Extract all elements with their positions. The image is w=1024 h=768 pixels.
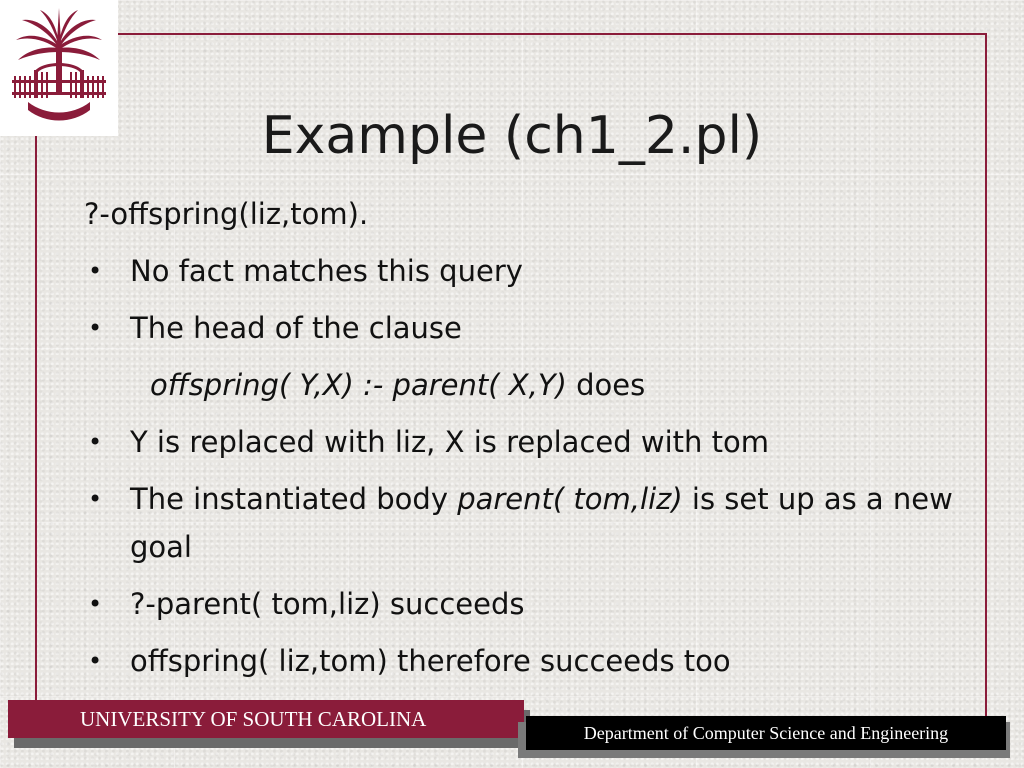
bullet-icon: • [88, 314, 103, 342]
bullet-item [84, 247, 964, 295]
bullet-icon: • [88, 257, 103, 285]
bullet-text-before: The instantiated body [130, 482, 458, 516]
clause-code: offspring( Y,X) :- parent( X,Y) [150, 368, 567, 402]
bullet-text [130, 475, 964, 571]
bullet-text: No fact matches this query [130, 254, 523, 288]
bullet-text: ?-parent( tom,liz) succeeds [130, 587, 525, 621]
bullet-text-after: is set up as a new goal [130, 482, 953, 564]
footer-department: Department of Computer Science and Engineering [526, 716, 1006, 750]
bullet-item [84, 475, 964, 571]
slide-title: Example (ch1_2.pl) [261, 106, 763, 166]
clause-suffix: does [566, 368, 646, 402]
bullet-text: Y is replaced with liz, X is replaced with tom [130, 425, 769, 459]
bullet-text: offspring( liz,tom) therefore succeeds too [130, 644, 731, 678]
bullet-item [84, 418, 964, 466]
bullet-text-italic: parent( tom,liz) [457, 482, 683, 516]
bullet-text: The head of the clause [130, 311, 462, 345]
footer-university: UNIVERSITY OF SOUTH CAROLINA [8, 700, 524, 738]
palmetto-tree-logo [6, 6, 112, 130]
bullet-item [84, 637, 964, 685]
slide-body [84, 190, 964, 694]
query-line [84, 190, 964, 238]
bullet-icon: • [88, 428, 103, 456]
logo-box [0, 0, 118, 136]
bullet-icon: • [88, 590, 103, 618]
bullet-icon: • [88, 485, 103, 513]
indented-clause-line [84, 361, 964, 409]
query-text: ?-offspring(liz,tom). [84, 197, 369, 231]
bullet-item [84, 580, 964, 628]
bullet-icon: • [88, 647, 103, 675]
bullet-item [84, 304, 964, 352]
